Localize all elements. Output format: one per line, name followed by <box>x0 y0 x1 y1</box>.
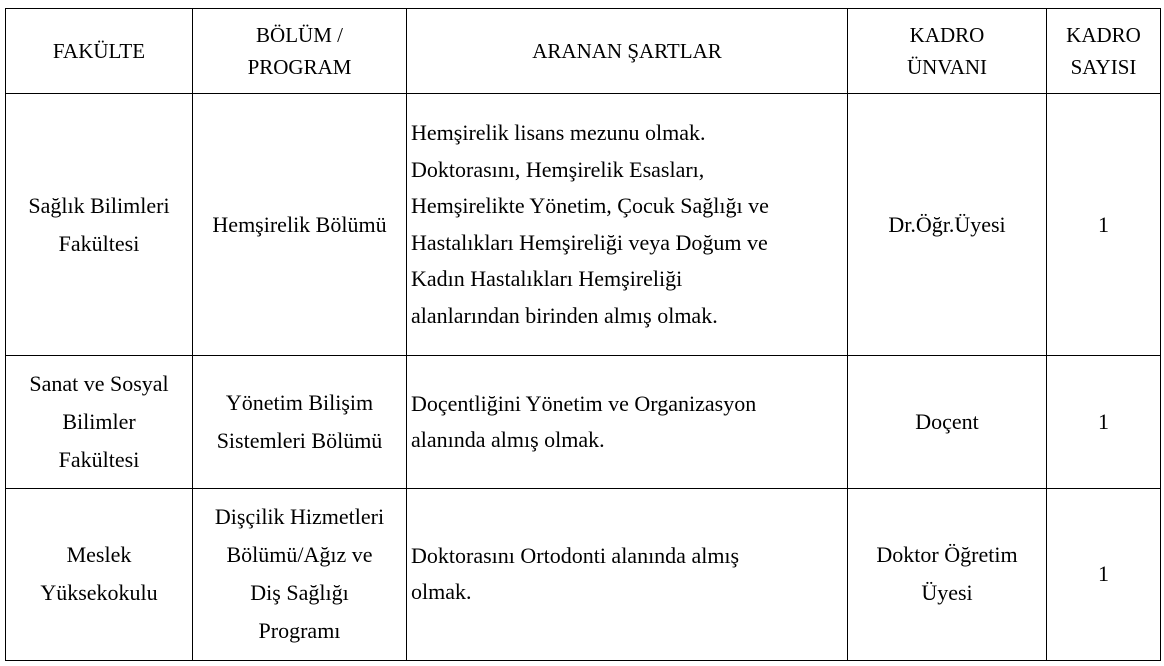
cell-requirements: Doçentliğini Yönetim ve Organizasyon alanında almış olmak. <box>407 356 848 488</box>
table-row <box>6 488 1161 660</box>
cell-title: Doktor Öğretim Üyesi <box>848 488 1047 660</box>
cell-requirements: Doktorasını Ortodonti alanında almış olmak. <box>407 488 848 660</box>
cell-count: 1 <box>1047 488 1161 660</box>
cell-requirements: Hemşirelik lisans mezunu olmak. Doktorasını, Hemşirelik Esasları, Hemşirelikte Yönetim, Çocuk Sağlığı ve Hastalıkları Hemşireliği veya Doğum ve Kadın Hastalıkları Hemşireliği alanlarından birinden almış olmak. <box>407 94 848 356</box>
header-title: KADRO ÜNVANI <box>848 9 1047 94</box>
header-department: BÖLÜM / PROGRAM <box>193 9 407 94</box>
header-requirements: ARANAN ŞARTLAR <box>407 9 848 94</box>
cell-department: Dişçilik Hizmetleri Bölümü/Ağız ve Diş Sağlığı Programı <box>193 488 407 660</box>
cell-count: 1 <box>1047 94 1161 356</box>
cell-department: Hemşirelik Bölümü <box>193 94 407 356</box>
header-count: KADRO SAYISI <box>1047 9 1161 94</box>
cell-title: Doçent <box>848 356 1047 488</box>
table-header-row <box>6 9 1161 94</box>
cell-faculty: Sağlık Bilimleri Fakültesi <box>6 94 193 356</box>
cell-title: Dr.Öğr.Üyesi <box>848 94 1047 356</box>
cell-faculty: Meslek Yüksekokulu <box>6 488 193 660</box>
header-faculty: FAKÜLTE <box>6 9 193 94</box>
cell-count: 1 <box>1047 356 1161 488</box>
cell-faculty: Sanat ve Sosyal Bilimler Fakültesi <box>6 356 193 488</box>
table-row <box>6 356 1161 488</box>
table-row <box>6 94 1161 356</box>
positions-table <box>5 8 1161 661</box>
cell-department: Yönetim Bilişim Sistemleri Bölümü <box>193 356 407 488</box>
